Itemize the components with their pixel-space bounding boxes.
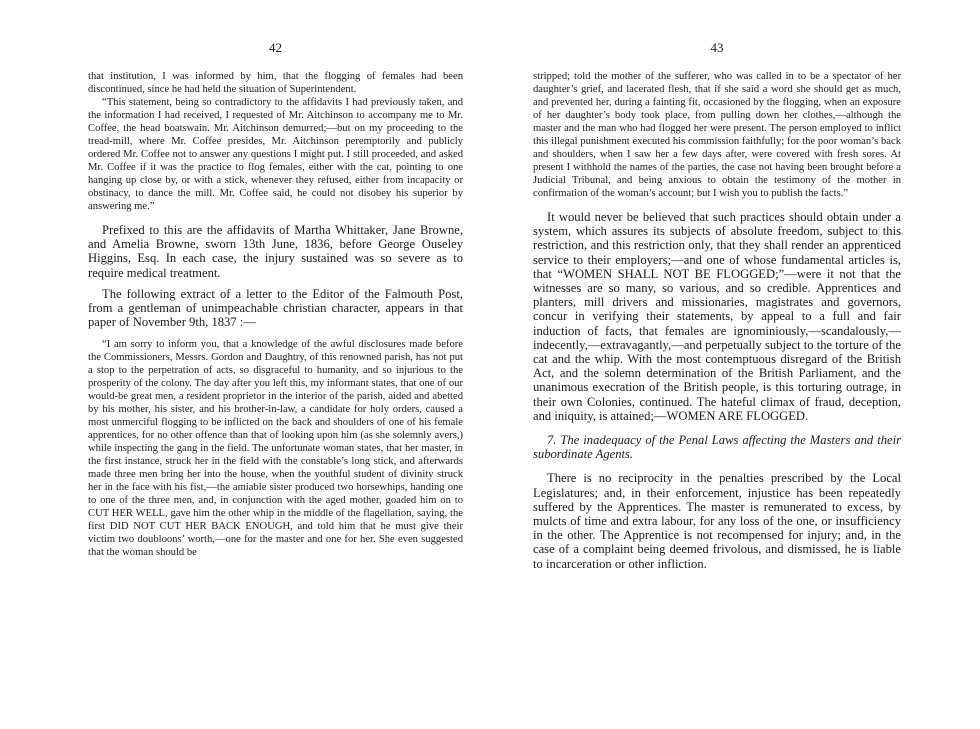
right-paragraph-2: It would never be believed that such practices should obtain under a system, which assures its subjects of absolute freedom, subject to this restriction, and this restriction only, that they shall render an apprenticed service to their employers;—and one of whose fundamental articles is, that “WOMEN SHALL NOT BE FLOGGED;”—were it not that the witnesses are so many, so various, and so credible. Apprentices and planters, mill drivers and missionaries, magistrates and governors, concur in verifying their statements, by appeal to a full and fair induction of facts, that females are ignominiously,—scandalously,—indecently,—extravagantly,—and perpetually subject to the torture of the cat and the whip. With the most contemptuous disregard of the British Act, and the solemn determination of the British Parliament, and the unanimous execration of the British people, is this torturing outrage, in their own Colonies, continued. The hateful climax of fraud, deception, and iniquity, is attained;—WOMEN ARE FLOGGED. xyxy=(533,210,902,423)
right-paragraph-3: There is no reciprocity in the penalties prescribed by the Local Legislatures; and, in their enforcement, injustice has been repeatedly suffered by the Apprentices. The master is remunerated to excess, by mulcts of time and extra labour, for any loss of the one, or insufficiency in the other. The Apprentice is not recompensed for injury; and, in the case of a complaint being deemed frivolous, and dismissed, he is liable to incarceration or other infliction. xyxy=(533,471,901,571)
right-page xyxy=(533,40,901,571)
left-paragraph-4: The following extract of a letter to the Editor of the Falmouth Post, from a gentleman of unimpeachable christian character, appears in that paper of November 9th, 1837 :— xyxy=(88,286,463,330)
left-paragraph-2: “This statement, being so contradictory to the affidavits I had previously taken, and the information I had received, I requested of Mr. Aitchinson to accompany me to Mr. Coffee, the head boatswain. Mr. Aitchinson demurred;—but on my proceeding to the tread-mill, where Mr. Coffee presides, Mr. Aitchinson peremptorily and publicly ordered Mr. Coffee not to answer any questions I might put. I still proceeded, and asked Mr. Coffee if it was the practice to flog females, either with the cat, pointing to one hanging up close by, or with a stick, whenever they refused, either from incapacity or obstinacy, to dance the mill. Mr. Coffee said, he could not disobey his superior by answering me.” xyxy=(88,97,463,212)
left-letter-quote: “I am sorry to inform you, that a knowledge of the awful disclosures made before the Commissioners, Messrs. Gordon and Daughtry, of this renowned parish, has not put a stop to the perpetration of acts, so disgraceful to humanity, and so injurious to the prosperity of the colony. The day after you left this, my informant states, that one of our would-be great men, a resident proprietor in the interior of the parish, aided and abetted by his mother, his sister, and his brother-in-law, a candidate for holy orders, caused a most unmerciful flogging to be inflicted on the back and shoulders of one of his female apprentices, for no other offence than that of looking upon him (as she solemnly avers,) while inspecting the gang in the field. The unfortunate woman states, that her master, in the first instance, struck her in the field with the constable’s long stick, and afterwards made three men bring her into the house, when the youthful student of divinity struck her in the face with his fist,—the amiable sister produced two horsewhips, handing one to one of the three men, and, in conjunction with the aged mother, goaded him on to CUT HER WELL, gave him the other whip in the middle of the flagellation, saying, the first DID NOT CUT HER BACK ENOUGH, and told him that he must give their victim two doubloons’ worth,—one for the master and one for her. She even suggested that the woman should be xyxy=(88,339,463,559)
page-number-left: 42 xyxy=(269,40,282,55)
left-paragraph-3: Prefixed to this are the affidavits of Martha Whittaker, Jane Browne, and Amelia Browne, sworn 13th June, 1836, before George Ouseley Higgins, Esq. In each case, the injury sustained was so severe as to require medical treatment. xyxy=(88,223,463,280)
page-number-right: 43 xyxy=(710,40,724,55)
right-paragraph-1: stripped; told the mother of the sufferer, who was called in to be a spectator of her daughter’s grief, and lacerated flesh, that if she said a word she should get as much, and prevented her, during a fainting fit, occasioned by the flogging, when an exposure of her daughter’s body took place, from pulling down her clothes,—although the master and the man who had flogged her were present. The person employed to inflict this illegal punishment executed his commission faithfully; for the poor woman’s back and shoulders, when I saw her a few days after, were covered with fresh sores. At present I withhold the names of the parties, the case not having been brought before a Judicial Tribunal, and being anxious to obtain the testimony of the mother in confirmation of the woman’s account; but I wish you to publish the facts.” xyxy=(533,71,901,199)
left-page xyxy=(88,40,463,559)
left-paragraph-1: that institution, I was informed by him, that the flogging of females had been discontinued, since he had held the situation of Superintendent. xyxy=(88,71,463,95)
section-heading: 7. The inadequacy of the Penal Laws affecting the Masters and their subordinate Agents. xyxy=(533,433,901,462)
